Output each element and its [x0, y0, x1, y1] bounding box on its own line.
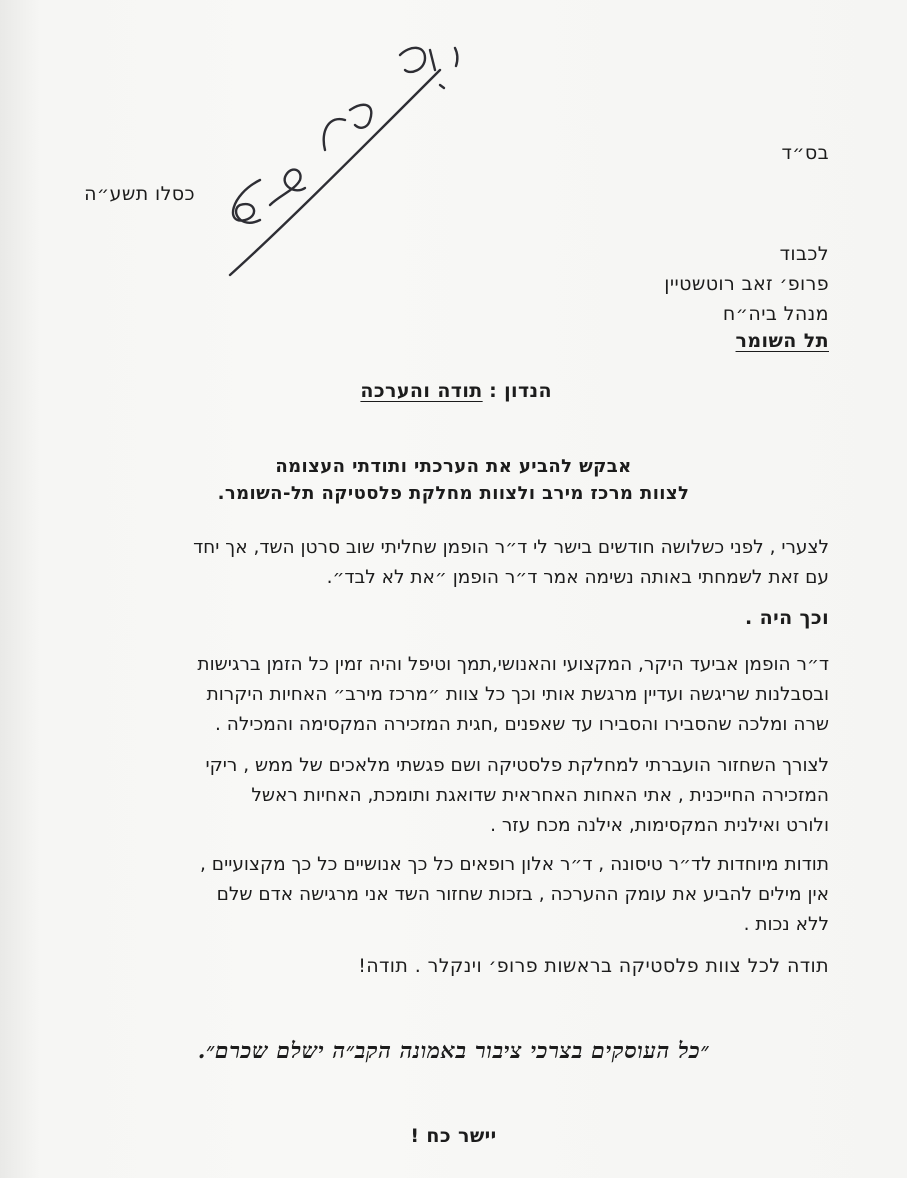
closing-quote: ״כל העוסקים בצרכי ציבור באמונה הקב״ה ישלם שכרם״. — [197, 1038, 710, 1064]
paragraph-5 — [69, 850, 829, 940]
paragraph-5-line-3: ללא נכות . — [743, 914, 829, 935]
recipient-line-2: פרופ׳ זאב רוטשטיין — [664, 273, 829, 295]
paragraph-2: וכך היה . — [744, 607, 829, 629]
bsd-heading: בס״ד — [781, 142, 829, 164]
recipient-line-4: תל השומר — [735, 330, 829, 352]
paragraph-4-line-2: המזכירה החייכנית , אתי האחות האחראית שדואגת ותומכת, האחיות ראשל — [251, 785, 829, 806]
handwritten-signature — [200, 30, 500, 290]
paragraph-5-line-1: תודות מיוחדות לד״ר טיסונה , ד״ר אלון רופאים כל כך אנושיים כל כך מקצועיים , — [200, 854, 829, 875]
paragraph-4-line-3: ולורט ואילנית המקסימות, אילנה מכח עזר . — [490, 815, 829, 836]
paragraph-4 — [69, 751, 829, 841]
recipient-line-3: מנהל ביה״ח — [722, 303, 829, 325]
paragraph-3 — [69, 650, 829, 740]
paragraph-1 — [69, 533, 829, 593]
sign-off: יישר כח ! — [410, 1125, 497, 1147]
recipient-line-1: לכבוד — [779, 243, 829, 265]
paragraph-1-line-1: לצערי , לפני כשלושה חודשים בישר לי ד״ר הופמן שחליתי שוב סרטן השד, אך יחד — [193, 537, 829, 558]
intro-line-2: לצוות מרכז מירב ולצוות מחלקת פלסטיקה תל-השומר. — [217, 483, 690, 504]
subject-label: הנדון : — [489, 380, 552, 402]
paragraph-3-line-2: ובסבלנות שריגשה ועדיין מרגשת אותי וכך כל צוות ״מרכז מירב״ האחיות היקרות — [206, 684, 829, 705]
paragraph-3-line-3: שרה ומלכה שהסבירו והסבירו עד שאפנים ,חגית המזכירה המקסימה והמכילה . — [215, 714, 829, 735]
paragraph-5-line-2: אין מילים להביע את עומק ההערכה , בזכות שחזור השד אני מרגישה אדם שלם — [216, 884, 829, 905]
hebrew-date: כסלו תשע״ה — [84, 183, 195, 205]
intro-line-1: אבקש להביע את הערכתי ותודתי העצומה — [275, 456, 632, 477]
paragraph-4-line-1: לצורך השחזור הועברתי למחלקת פלסטיקה ושם פגשתי מלאכים של ממש , ריקי — [205, 755, 829, 776]
subject-line — [360, 380, 552, 402]
paragraph-3-line-1: ד״ר הופמן אביעד היקר, המקצועי והאנושי,תמך וטיפל והיה זמין כל הזמן ברגישות — [197, 654, 829, 675]
paragraph-6: תודה לכל צוות פלסטיקה בראשות פרופ׳ וינקלר . תודה! — [358, 955, 829, 977]
paragraph-1-line-2: עם זאת לשמחתי באותה נשימה אמר ד״ר הופמן ״את לא לבד״. — [326, 567, 829, 588]
subject-value: תודה והערכה — [360, 380, 483, 402]
